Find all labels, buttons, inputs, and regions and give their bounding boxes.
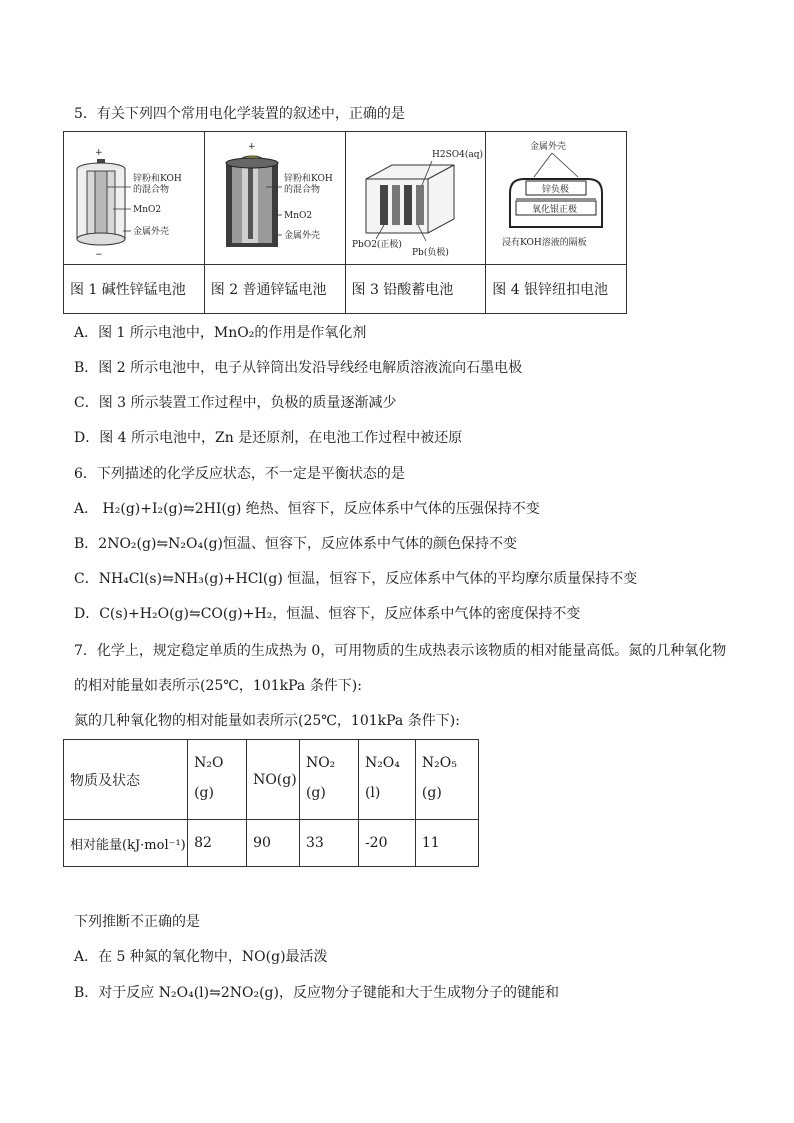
q7-stem-line-2: 的相对能量如表所示(25℃，101kPa 条件下): <box>74 678 362 694</box>
substance-no2: NO₂(g) <box>299 740 358 820</box>
energy-table <box>63 739 479 867</box>
q5-stem: 5．有关下列四个常用电化学装置的叙述中，正确的是 <box>74 106 405 122</box>
substance-n2o5: N₂O₅(g) <box>415 740 478 820</box>
svg-text:的混合物: 的混合物 <box>132 185 169 195</box>
q7-prompt: 下列推断不正确的是 <box>74 914 200 930</box>
svg-text:金属外壳: 金属外壳 <box>530 142 567 152</box>
q6-option-b: B．2NO₂(g)⇋N₂O₄(g)恒温、恒容下，反应体系中气体的颜色保持不变 <box>74 536 517 552</box>
svg-text:锌负极: 锌负极 <box>542 185 570 195</box>
figure-2-caption: 图 2 普通锌锰电池 <box>204 265 345 314</box>
energy-no: 90 <box>247 820 300 867</box>
q5-option-a: A．图 1 所示电池中，MnO₂的作用是作氧化剂 <box>74 325 367 341</box>
q7-stem-line-1: 7．化学上，规定稳定单质的生成热为 0，可用物质的生成热表示该物质的相对能量高低。氮的几种氧化物 <box>74 643 727 659</box>
lead-acid-battery-figure <box>346 135 484 261</box>
q7-option-b: B．对于反应 N₂O₄(l)⇋2NO₂(g)，反应物分子键能和大于生成物分子的键能和 <box>74 985 559 1001</box>
q7-table-intro: 氮的几种氧化物的相对能量如表所示(25℃，101kPa 条件下): <box>74 713 460 729</box>
svg-text:金属外壳: 金属外壳 <box>283 231 320 241</box>
alkaline-battery-figure <box>65 135 203 261</box>
figure-1-caption: 图 1 碱性锌锰电池 <box>64 265 205 314</box>
row-header-energy: 相对能量(kJ·mol⁻¹) <box>64 820 188 867</box>
q7-option-a: A．在 5 种氮的氧化物中，NO(g)最活泼 <box>74 949 328 965</box>
q6-option-a: A． H₂(g)+I₂(g)⇋2HI(g) 绝热、恒容下，反应体系中气体的压强保持不变 <box>74 501 540 517</box>
figure-4-cell <box>486 132 627 265</box>
svg-text:氧化银正极: 氧化银正极 <box>532 205 578 215</box>
q5-option-d: D．图 4 所示电池中，Zn 是还原剂，在电池工作过程中被还原 <box>74 430 463 446</box>
minus-sign-1: − <box>94 250 103 260</box>
q5-option-b: B．图 2 所示电池中，电子从锌筒出发沿导线经电解质溶液流向石墨电极 <box>74 360 523 376</box>
zinc-manganese-battery-figure <box>206 135 344 261</box>
svg-text:锌粉和KOH: 锌粉和KOH <box>283 174 333 184</box>
energy-n2o4: -20 <box>358 820 415 867</box>
energy-n2o5: 11 <box>415 820 478 867</box>
figure-2-cell <box>204 132 345 265</box>
svg-text:金属外壳: 金属外壳 <box>132 227 169 237</box>
svg-text:锌粉和KOH: 锌粉和KOH <box>132 174 182 184</box>
plus-sign-2: + <box>247 142 256 152</box>
figure-4-caption: 图 4 银锌纽扣电池 <box>486 265 627 314</box>
energy-no2: 33 <box>299 820 358 867</box>
q6-stem: 6．下列描述的化学反应状态，不一定是平衡状态的是 <box>74 466 405 482</box>
substance-n2o4: N₂O₄(l) <box>358 740 415 820</box>
silver-zinc-button-battery-figure <box>492 135 620 261</box>
svg-text:MnO2: MnO2 <box>283 211 312 221</box>
q6-option-d: D．C(s)+H₂O(g)⇋CO(g)+H₂，恒温、恒容下，反应体系中气体的密度保持不变 <box>74 606 581 622</box>
svg-text:MnO2: MnO2 <box>132 205 161 215</box>
row-header-substance: 物质及状态 <box>64 740 188 820</box>
q6-option-c: C．NH₄Cl(s)⇋NH₃(g)+HCl(g) 恒温，恒容下，反应体系中气体的平均摩尔质量保持不变 <box>74 571 638 587</box>
figure-3-cell <box>345 132 486 265</box>
svg-text:Pb(负极): Pb(负极) <box>412 248 450 258</box>
figure-table <box>63 131 627 314</box>
svg-text:的混合物: 的混合物 <box>283 185 320 195</box>
figure-1-cell <box>64 132 205 265</box>
substance-no: NO(g) <box>247 740 300 820</box>
figure-3-caption: 图 3 铅酸蓄电池 <box>345 265 486 314</box>
svg-text:浸有KOH溶液的隔板: 浸有KOH溶液的隔板 <box>502 238 587 248</box>
q5-option-c: C．图 3 所示装置工作过程中，负极的质量逐渐减少 <box>74 395 397 411</box>
svg-text:PbO2(正极): PbO2(正极) <box>352 240 403 250</box>
plus-sign-1: + <box>94 148 103 158</box>
energy-n2o: 82 <box>188 820 247 867</box>
substance-n2o: N₂O(g) <box>188 740 247 820</box>
svg-text:H2SO4(aq): H2SO4(aq) <box>432 150 484 160</box>
